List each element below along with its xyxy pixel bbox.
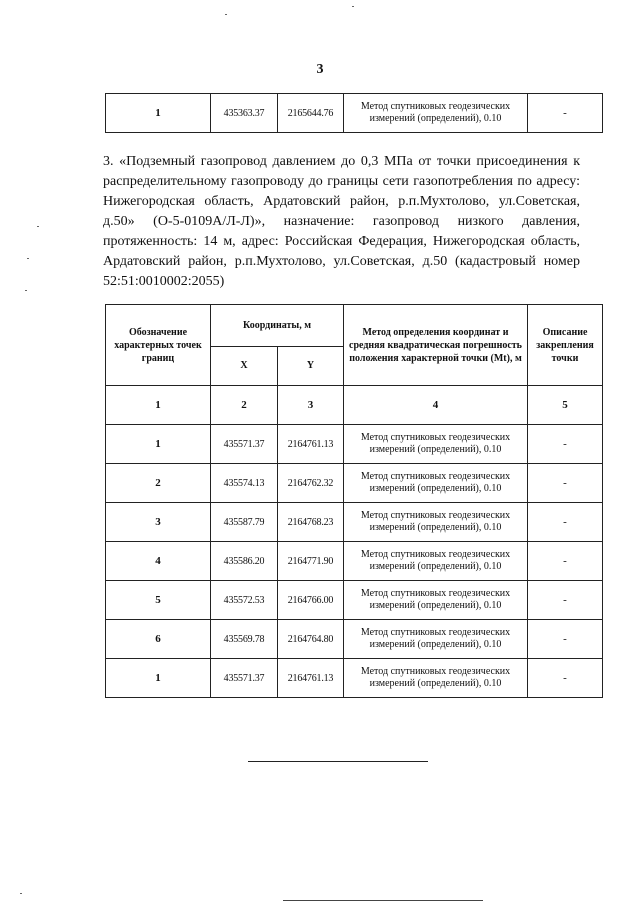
header-method: Метод определения координат и средняя квадратическая погрешность положения характерной точки (Mt), м xyxy=(344,305,528,386)
index-cell: 2 xyxy=(211,386,278,425)
header-y: Y xyxy=(278,346,344,386)
scan-speck xyxy=(25,290,27,291)
x-coordinate: 435571.37 xyxy=(211,425,278,464)
description-cell: - xyxy=(528,542,603,581)
table-row xyxy=(106,659,603,698)
scan-speck xyxy=(225,14,227,15)
point-number: 2 xyxy=(106,464,211,503)
x-coordinate: 435363.37 xyxy=(211,94,278,133)
y-coordinate: 2164761.13 xyxy=(278,659,344,698)
scan-speck xyxy=(20,893,22,894)
y-coordinate: 2164761.13 xyxy=(278,425,344,464)
x-coordinate: 435587.79 xyxy=(211,503,278,542)
point-number: 1 xyxy=(106,94,211,133)
index-cell: 4 xyxy=(344,386,528,425)
y-coordinate: 2164764.80 xyxy=(278,620,344,659)
method-cell: Метод спутниковых геодезических измерений (определений), 0.10 xyxy=(344,503,528,542)
y-coordinate: 2164766.00 xyxy=(278,581,344,620)
x-coordinate: 435586.20 xyxy=(211,542,278,581)
point-number: 3 xyxy=(106,503,211,542)
method-cell: Метод спутниковых геодезических измерений (определений), 0.10 xyxy=(344,425,528,464)
index-cell: 1 xyxy=(106,386,211,425)
header-coordinates: Координаты, м xyxy=(211,305,344,347)
point-number: 1 xyxy=(106,659,211,698)
y-coordinate: 2164762.32 xyxy=(278,464,344,503)
x-coordinate: 435569.78 xyxy=(211,620,278,659)
y-coordinate: 2165644.76 xyxy=(278,94,344,133)
table-row xyxy=(106,620,603,659)
table-row xyxy=(106,94,603,133)
method-cell: Метод спутниковых геодезических измерений (определений), 0.10 xyxy=(344,620,528,659)
description-cell: - xyxy=(528,503,603,542)
y-coordinate: 2164768.23 xyxy=(278,503,344,542)
table-row xyxy=(106,425,603,464)
point-number: 5 xyxy=(106,581,211,620)
x-coordinate: 435571.37 xyxy=(211,659,278,698)
table-row xyxy=(106,503,603,542)
x-coordinate: 435574.13 xyxy=(211,464,278,503)
method-cell: Метод спутниковых геодезических измерений (определений), 0.10 xyxy=(344,94,528,133)
description-cell: - xyxy=(528,581,603,620)
object-description: 3. «Подземный газопровод давлением до 0,3 МПа от точки присоединения к распределительному газопроводу до границы сети газопотребления по адресу: Нижегородская область, Ардатовский район, р.п.Мухтолово, ул.Советская, д.50» (О-5-0109А/Л-Л)», назначение: газопровод низкого давления, протяженность: 14 м, адрес: Российская Федерация, Нижегородская область, Ардатовский район, р.п.Мухтолово, ул.Советская, д.50 (кадастровый номер 52:51:0010002:2055) xyxy=(103,154,580,289)
table-row xyxy=(106,542,603,581)
point-number: 4 xyxy=(106,542,211,581)
point-number: 6 xyxy=(106,620,211,659)
signature-line xyxy=(248,761,428,762)
table-row xyxy=(106,464,603,503)
header-point-designation: Обозначение характерных точек границ xyxy=(106,305,211,386)
continuation-table xyxy=(105,93,603,133)
page-bottom-line xyxy=(283,900,483,901)
scan-speck xyxy=(352,6,354,7)
description-cell: - xyxy=(528,94,603,133)
page-number: 3 xyxy=(316,62,324,77)
x-coordinate: 435572.53 xyxy=(211,581,278,620)
index-cell: 5 xyxy=(528,386,603,425)
point-number: 1 xyxy=(106,425,211,464)
header-description: Описание закрепления точки xyxy=(528,305,603,386)
header-x: X xyxy=(211,346,278,386)
method-cell: Метод спутниковых геодезических измерений (определений), 0.10 xyxy=(344,464,528,503)
index-cell: 3 xyxy=(278,386,344,425)
method-cell: Метод спутниковых геодезических измерений (определений), 0.10 xyxy=(344,581,528,620)
description-cell: - xyxy=(528,464,603,503)
index-row xyxy=(106,386,603,425)
y-coordinate: 2164771.90 xyxy=(278,542,344,581)
scan-speck xyxy=(27,258,29,259)
description-cell: - xyxy=(528,620,603,659)
description-cell: - xyxy=(528,425,603,464)
scan-speck xyxy=(37,226,39,227)
description-cell: - xyxy=(528,659,603,698)
table-row xyxy=(106,581,603,620)
method-cell: Метод спутниковых геодезических измерений (определений), 0.10 xyxy=(344,659,528,698)
boundary-points-table xyxy=(105,304,603,698)
method-cell: Метод спутниковых геодезических измерений (определений), 0.10 xyxy=(344,542,528,581)
